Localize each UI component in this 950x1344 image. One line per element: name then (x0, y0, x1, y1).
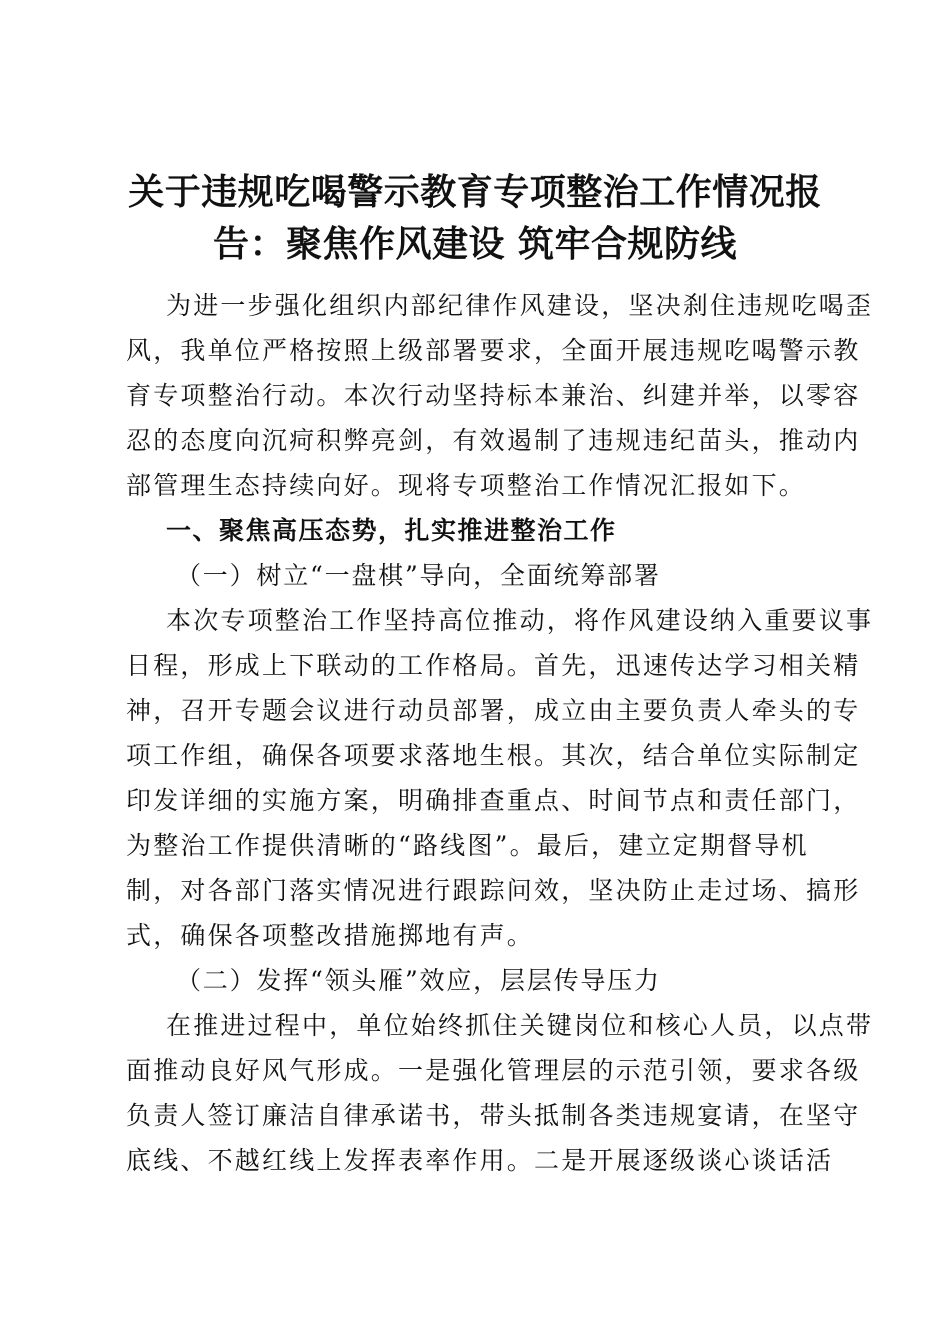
title-line: 告：聚焦作风建设 筑牢合规防线 (212, 224, 738, 265)
document-title (110, 167, 840, 271)
subsection-paragraph-line: 日程，形成上下联动的工作格局。首先，迅速传达学习相关精 (126, 651, 861, 680)
subsection-paragraph-line: 为整治工作提供清晰的“路线图”。最后，建立定期督导机 (126, 831, 809, 860)
title-line: 关于违规吃喝警示教育专项整治工作情况报 (128, 172, 822, 213)
intro-paragraph-line: 育专项整治行动。本次行动坚持标本兼治、纠建并举，以零容 (126, 381, 861, 410)
subsection-paragraph-line: 项工作组，确保各项要求落地生根。其次，结合单位实际制定 (126, 741, 861, 770)
subsection-paragraph-line: 制，对各部门落实情况进行跟踪问效，坚决防止走过场、搞形 (126, 876, 861, 905)
subsection-paragraph-line: 式，确保各项整改措施掷地有声。 (126, 921, 535, 950)
subsection-paragraph-line: 面推动良好风气形成。一是强化管理层的示范引领，要求各级 (126, 1056, 861, 1085)
subsection-paragraph-line: 负责人签订廉洁自律承诺书，带头抵制各类违规宴请，在坚守 (126, 1101, 861, 1130)
subsection-paragraph-line: 印发详细的实施方案，明确排查重点、时间节点和责任部门， (126, 786, 861, 815)
document-body (126, 283, 874, 1183)
section-heading: 一、聚焦高压态势，扎实推进整治工作 (166, 516, 617, 545)
subsection-paragraph-line: 神，召开专题会议进行动员部署，成立由主要负责人牵头的专 (126, 696, 861, 725)
subsection-heading: （二）发挥“领头雁”效应，层层传导压力 (176, 966, 661, 995)
intro-paragraph-line: 部管理生态持续向好。现将专项整治工作情况汇报如下。 (126, 471, 807, 500)
intro-paragraph-line: 风，我单位严格按照上级部署要求，全面开展违规吃喝警示教 (126, 336, 861, 365)
subsection-paragraph-line: 底线、不越红线上发挥表率作用。二是开展逐级谈心谈话活 (126, 1146, 834, 1175)
subsection-heading: （一）树立“一盘棋”导向，全面统筹部署 (176, 561, 661, 590)
intro-paragraph-line: 为进一步强化组织内部纪律作风建设，坚决刹住违规吃喝歪 (166, 291, 874, 320)
intro-paragraph-line: 忍的态度向沉疴积弊亮剑，有效遏制了违规违纪苗头，推动内 (126, 426, 861, 455)
subsection-paragraph-line: 本次专项整治工作坚持高位推动，将作风建设纳入重要议事 (166, 606, 874, 635)
subsection-paragraph-line: 在推进过程中，单位始终抓住关键岗位和核心人员，以点带 (166, 1011, 874, 1040)
